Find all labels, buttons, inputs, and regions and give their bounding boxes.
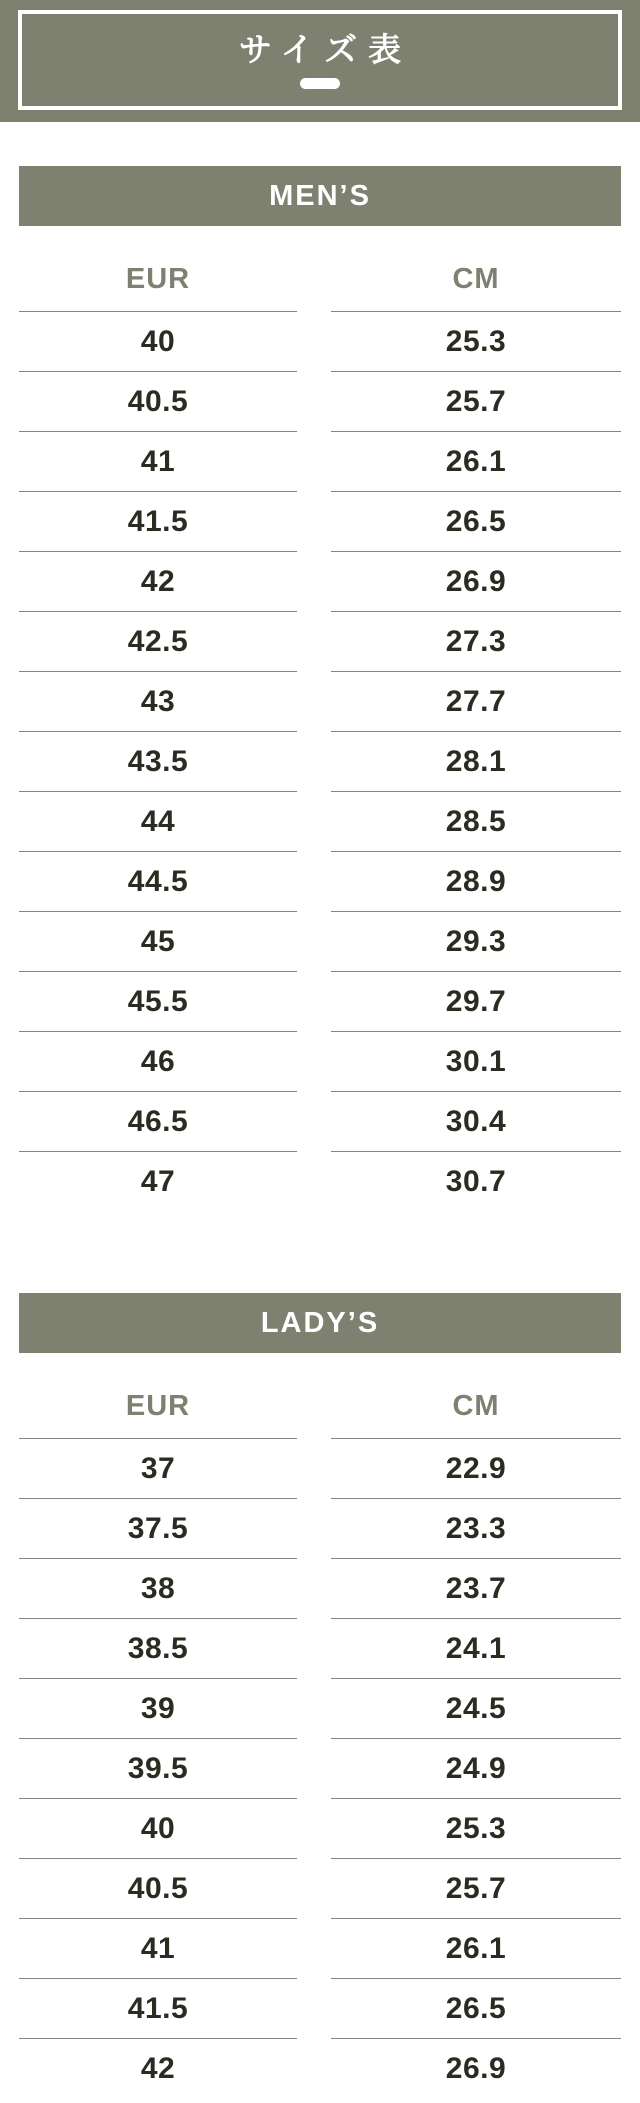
table-row xyxy=(19,1151,621,1211)
table-row xyxy=(19,1978,621,2038)
cm-value: 24.1 xyxy=(331,1618,621,1678)
mens-section-header: MEN’S xyxy=(19,166,621,226)
eur-column-header: EUR xyxy=(125,263,191,295)
table-row xyxy=(19,1918,621,1978)
cm-value: 27.7 xyxy=(331,671,621,731)
cm-value: 26.1 xyxy=(331,1918,621,1978)
ladys-size-table xyxy=(19,1438,621,2098)
eur-value: 37.5 xyxy=(19,1498,297,1558)
cm-value: 28.5 xyxy=(331,791,621,851)
eur-value: 41 xyxy=(19,1918,297,1978)
cm-value: 26.9 xyxy=(331,2038,621,2098)
size-chart-banner xyxy=(0,0,640,122)
eur-value: 40.5 xyxy=(19,371,297,431)
eur-value: 42.5 xyxy=(19,611,297,671)
page-title: サイズ表 xyxy=(238,31,413,68)
table-row xyxy=(19,491,621,551)
eur-value: 41.5 xyxy=(19,491,297,551)
title-underline-dash xyxy=(300,78,340,89)
eur-value: 45.5 xyxy=(19,971,297,1031)
eur-value: 42 xyxy=(19,551,297,611)
cm-value: 30.1 xyxy=(331,1031,621,1091)
ladys-section-header: LADY’S xyxy=(19,1293,621,1353)
table-row xyxy=(19,431,621,491)
cm-value: 24.9 xyxy=(331,1738,621,1798)
eur-value: 43 xyxy=(19,671,297,731)
table-row xyxy=(19,911,621,971)
cm-column-header: CM xyxy=(452,263,500,295)
cm-value: 25.7 xyxy=(331,371,621,431)
table-row xyxy=(19,1091,621,1151)
table-row xyxy=(19,851,621,911)
cm-value: 29.3 xyxy=(331,911,621,971)
cm-value: 26.9 xyxy=(331,551,621,611)
table-row xyxy=(19,1031,621,1091)
table-row xyxy=(19,731,621,791)
mens-size-table xyxy=(19,311,621,1211)
table-row xyxy=(19,1618,621,1678)
eur-value: 39 xyxy=(19,1678,297,1738)
table-row xyxy=(19,671,621,731)
eur-value: 47 xyxy=(19,1151,297,1211)
cm-value: 30.7 xyxy=(331,1151,621,1211)
eur-value: 46.5 xyxy=(19,1091,297,1151)
cm-value: 27.3 xyxy=(331,611,621,671)
eur-value: 40 xyxy=(19,311,297,371)
eur-value: 44.5 xyxy=(19,851,297,911)
cm-value: 26.5 xyxy=(331,1978,621,2038)
eur-value: 42 xyxy=(19,2038,297,2098)
cm-value: 26.5 xyxy=(331,491,621,551)
eur-value: 45 xyxy=(19,911,297,971)
eur-value: 41.5 xyxy=(19,1978,297,2038)
cm-value: 26.1 xyxy=(331,431,621,491)
table-row xyxy=(19,1558,621,1618)
banner-inner xyxy=(0,0,640,122)
mens-section xyxy=(0,166,640,1211)
table-row xyxy=(19,1858,621,1918)
table-row xyxy=(19,1798,621,1858)
eur-value: 37 xyxy=(19,1438,297,1498)
cm-value: 25.3 xyxy=(331,1798,621,1858)
table-row xyxy=(19,1678,621,1738)
table-row xyxy=(19,311,621,371)
mens-column-headers xyxy=(19,226,621,311)
eur-value: 38 xyxy=(19,1558,297,1618)
ladys-column-headers xyxy=(19,1353,621,1438)
table-row xyxy=(19,1738,621,1798)
table-row xyxy=(19,371,621,431)
eur-value: 41 xyxy=(19,431,297,491)
cm-value: 28.1 xyxy=(331,731,621,791)
eur-value: 43.5 xyxy=(19,731,297,791)
table-row xyxy=(19,791,621,851)
eur-column-header: EUR xyxy=(125,1390,191,1422)
cm-value: 23.3 xyxy=(331,1498,621,1558)
eur-value: 40 xyxy=(19,1798,297,1858)
cm-value: 24.5 xyxy=(331,1678,621,1738)
table-row xyxy=(19,1498,621,1558)
ladys-section xyxy=(0,1293,640,2098)
cm-column-header: CM xyxy=(452,1390,500,1422)
table-row xyxy=(19,971,621,1031)
table-row xyxy=(19,2038,621,2098)
eur-value: 44 xyxy=(19,791,297,851)
eur-value: 40.5 xyxy=(19,1858,297,1918)
cm-value: 23.7 xyxy=(331,1558,621,1618)
eur-value: 46 xyxy=(19,1031,297,1091)
cm-value: 25.7 xyxy=(331,1858,621,1918)
cm-value: 22.9 xyxy=(331,1438,621,1498)
eur-value: 39.5 xyxy=(19,1738,297,1798)
cm-value: 29.7 xyxy=(331,971,621,1031)
table-row xyxy=(19,551,621,611)
eur-value: 38.5 xyxy=(19,1618,297,1678)
cm-value: 25.3 xyxy=(331,311,621,371)
cm-value: 28.9 xyxy=(331,851,621,911)
table-row xyxy=(19,611,621,671)
table-row xyxy=(19,1438,621,1498)
cm-value: 30.4 xyxy=(331,1091,621,1151)
